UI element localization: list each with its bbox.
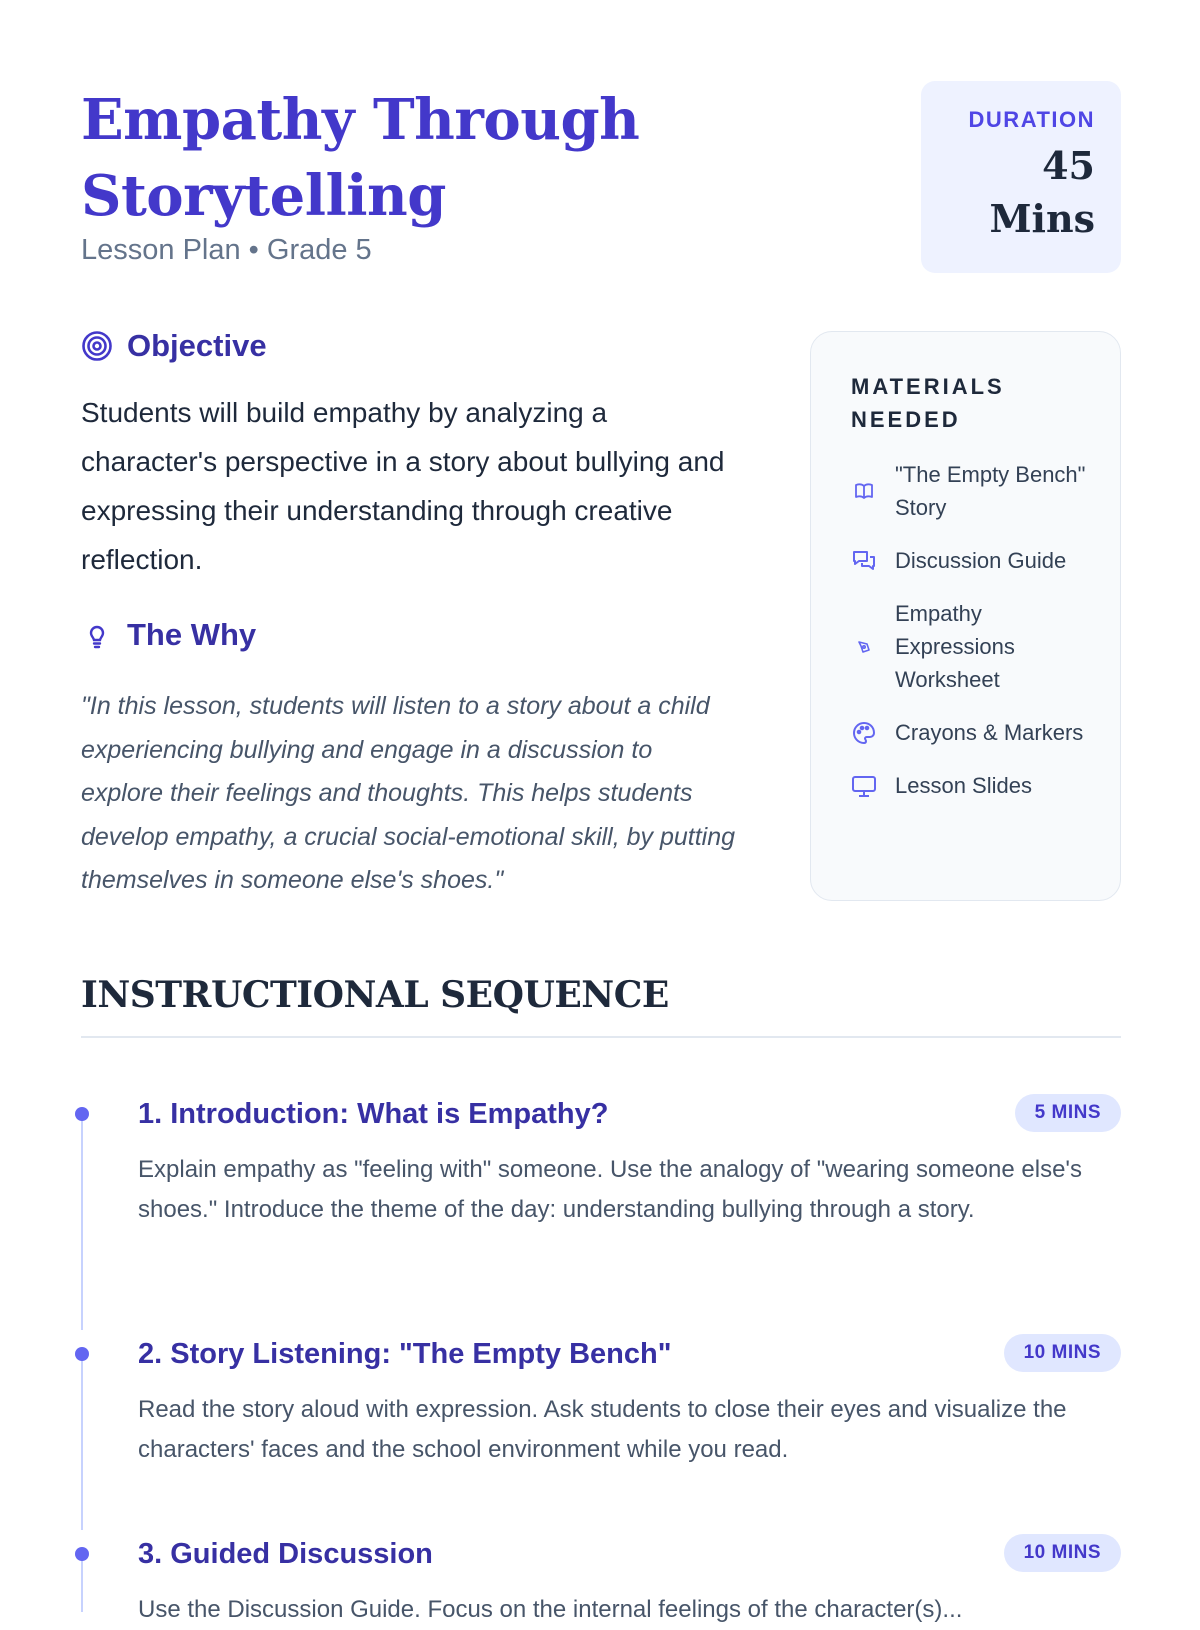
material-label: Empathy Expressions Worksheet <box>895 601 1015 692</box>
materials-list <box>851 458 1120 802</box>
step-duration-badge: 10 MINS <box>1004 1534 1121 1572</box>
timeline-line <box>81 1112 83 1330</box>
step-description: Use the Discussion Guide. Focus on the internal feelings of the character(s)... <box>138 1596 963 1623</box>
duration-label: DURATION <box>968 107 1095 132</box>
material-item <box>851 716 1120 749</box>
page-title: Empathy Through Storytelling <box>81 87 640 229</box>
sequence-title: INSTRUCTIONAL SEQUENCE <box>81 974 669 1016</box>
material-item <box>851 458 1120 524</box>
materials-title: MATERIALS NEEDED <box>851 374 1005 432</box>
step-title: 2. Story Listening: "The Empty Bench" <box>138 1338 672 1370</box>
step-title: 1. Introduction: What is Empathy? <box>138 1098 609 1130</box>
step-duration-badge: 10 MINS <box>1004 1334 1121 1372</box>
book-open-icon <box>851 482 877 500</box>
palette-icon <box>851 720 877 746</box>
why-label: The Why <box>127 617 257 652</box>
material-label: "The Empty Bench" Story <box>895 462 1086 520</box>
step-title: 3. Guided Discussion <box>138 1538 433 1570</box>
objective-heading <box>81 328 267 364</box>
why-heading <box>81 617 256 653</box>
material-item <box>851 597 1120 696</box>
material-item <box>851 544 1120 577</box>
why-text: "In this lesson, students will listen to a story about a child experiencing bullying and engage in a discussion to explore their feelings and thoughts. This helps students develop empathy, a crucial social-emotional skill, by putting themselves in someone else's shoes." <box>81 692 736 894</box>
target-icon <box>81 330 113 362</box>
timeline-line <box>81 1352 83 1530</box>
material-label: Lesson Slides <box>895 773 1032 798</box>
lightbulb-icon <box>81 619 113 651</box>
material-label: Discussion Guide <box>895 548 1067 573</box>
timeline-dot <box>75 1107 89 1121</box>
duration-value <box>921 139 1095 245</box>
duration-value-text: 45 Mins <box>989 143 1095 241</box>
step-duration-badge: 5 MINS <box>1015 1094 1121 1132</box>
duration-card <box>921 81 1121 273</box>
timeline-dot <box>75 1547 89 1561</box>
material-item <box>851 769 1120 802</box>
materials-card <box>810 331 1121 901</box>
timeline-line <box>81 1552 83 1612</box>
timeline-dot <box>75 1347 89 1361</box>
material-label: Crayons & Markers <box>895 720 1084 745</box>
step-description: Read the story aloud with expression. Ask students to close their eyes and visualize the characters' faces and the school environment while you read. <box>138 1396 1067 1463</box>
objective-label: Objective <box>127 328 267 363</box>
page-subtitle: Lesson Plan • Grade 5 <box>81 234 372 266</box>
sequence-divider <box>81 1036 1121 1038</box>
pen-nib-icon <box>851 639 877 655</box>
chat-bubbles-icon <box>851 548 877 574</box>
step-description: Explain empathy as "feeling with" someone. Use the analogy of "wearing someone else's shoes." Introduce the theme of the day: understanding bullying through a story. <box>138 1156 1083 1223</box>
monitor-icon <box>851 773 877 799</box>
objective-text: Students will build empathy by analyzing a character's perspective in a story about bullying and expressing their understanding through creative reflection. <box>81 397 725 575</box>
